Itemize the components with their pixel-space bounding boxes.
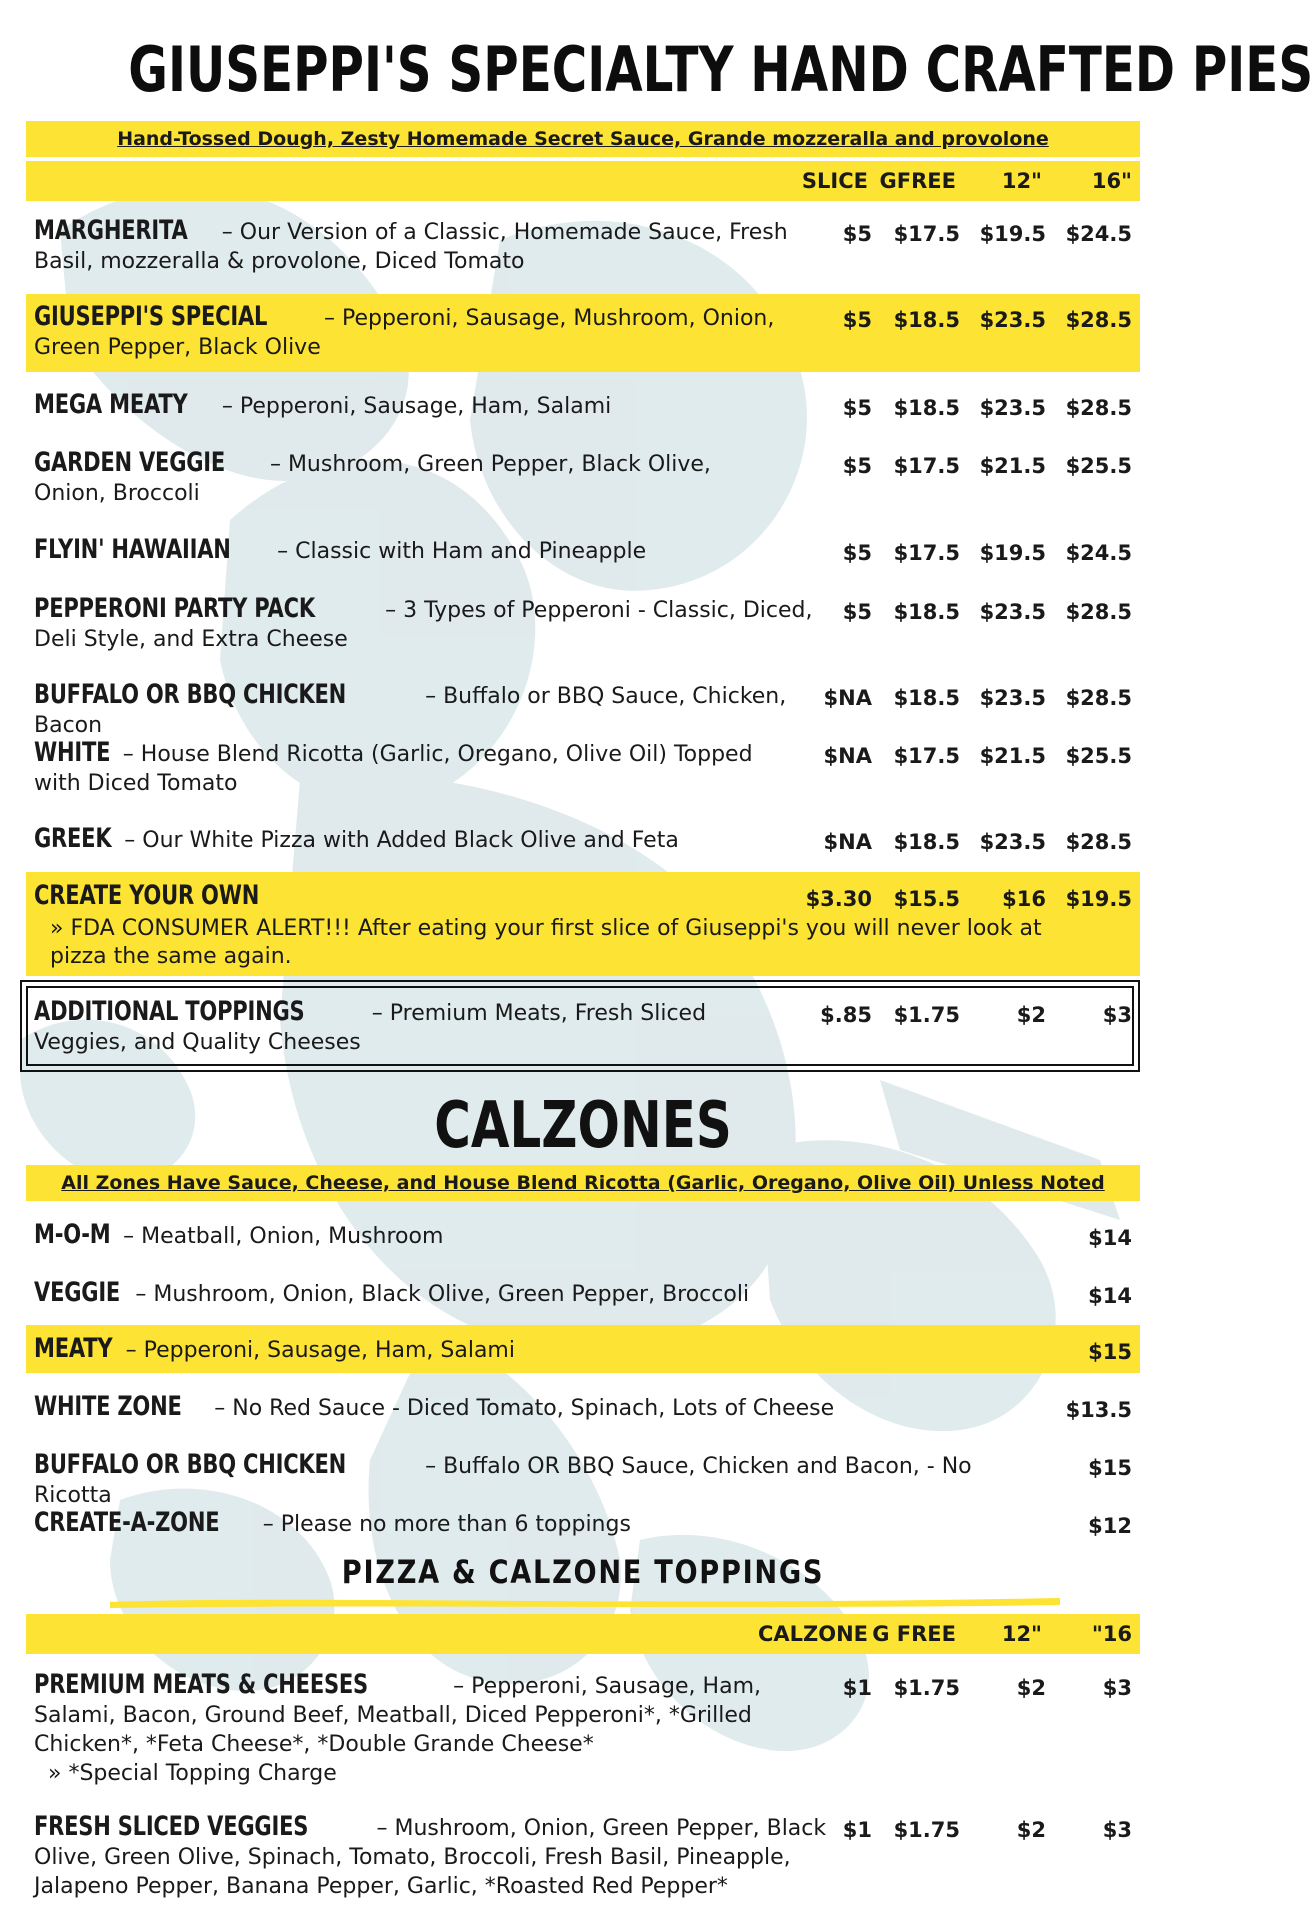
item-desc: – Our White Pizza with Added Black Olive and Feta — [117, 828, 679, 853]
price-16: $3 — [1102, 1676, 1132, 1700]
menu-item-flyin-hawaiian — [26, 535, 1140, 575]
calzones-title: CALZONES — [434, 1089, 732, 1163]
item-name: PEPPERONI PARTY PACK — [34, 593, 315, 624]
header-calzone: CALZONE — [757, 1622, 868, 1646]
price-16: $3 — [1102, 1003, 1132, 1027]
toppings-title: PIZZA & CALZONE TOPPINGS — [341, 1553, 825, 1591]
item-name: GREEK — [34, 823, 112, 854]
pies-title: GIUSEPPI'S SPECIALTY HAND CRAFTED PIES — [128, 33, 1313, 106]
price-16: $28.5 — [1065, 830, 1132, 854]
calzone-item-create-a-zone — [26, 1508, 1140, 1548]
item-name: FRESH SLICED VEGGIES — [34, 1811, 309, 1842]
price-gfree: $18.5 — [893, 686, 960, 710]
item-desc: – Mushroom, Onion, Black Olive, Green Pepper, Broccoli — [128, 1282, 750, 1307]
menu-item-margherita — [26, 216, 1140, 280]
price-gfree: $18.5 — [893, 308, 960, 332]
price-slice: $NA — [823, 686, 872, 710]
header-g-free: G FREE — [872, 1622, 956, 1646]
yellow-brush-underline — [110, 1593, 1060, 1611]
item-name: BUFFALO OR BBQ CHICKEN — [34, 679, 347, 710]
topping-item-fresh-sliced-veggies — [26, 1812, 1140, 1912]
calzone-price: $15 — [1088, 1340, 1132, 1364]
menu-item-create-your-own — [26, 881, 1140, 971]
item-desc: – Buffalo OR BBQ Sauce, Chicken and Bacon, - No Ricotta — [34, 1454, 972, 1508]
price-gfree: $18.5 — [893, 396, 960, 420]
price-slice: $5 — [842, 396, 872, 420]
price-12: $19.5 — [979, 541, 1046, 565]
price-16: $28.5 — [1065, 686, 1132, 710]
price-gfree: $17.5 — [893, 454, 960, 478]
price-16: $3 — [1102, 1818, 1132, 1842]
price-slice: $5 — [842, 541, 872, 565]
price-slice: $5 — [842, 308, 872, 332]
price-gfree: $1.75 — [893, 1818, 960, 1842]
item-name: BUFFALO OR BBQ CHICKEN — [34, 1449, 347, 1480]
menu-item-mega-meaty — [26, 390, 1140, 430]
menu-item-pepperoni-party-pack — [26, 594, 1140, 658]
item-desc: – Pepperoni, Sausage, Ham, Salami — [214, 394, 612, 419]
item-name: M-O-M — [34, 1219, 111, 1250]
header-gfree: GFREE — [879, 169, 956, 193]
price-gfree: $17.5 — [893, 222, 960, 246]
calzone-price: $14 — [1088, 1226, 1132, 1250]
item-desc: – Pepperoni, Sausage, Mushroom, Onion, Green Pepper, Black Olive — [34, 306, 775, 360]
item-name: WHITE — [34, 737, 111, 768]
price-slice: $.85 — [820, 1003, 872, 1027]
price-16: $28.5 — [1065, 308, 1132, 332]
calzone-price: $12 — [1088, 1514, 1132, 1538]
price-16: $24.5 — [1065, 541, 1132, 565]
header-16: 16" — [1091, 169, 1132, 193]
item-name: VEGGIE — [34, 1277, 121, 1308]
item-name: MEGA MEATY — [34, 389, 188, 420]
pies-note: Hand-Tossed Dough, Zesty Homemade Secret Sauce, Grande mozzeralla and provolone — [117, 128, 1049, 150]
item-name: MARGHERITA — [34, 215, 188, 246]
item-desc: – House Blend Ricotta (Garlic, Oregano, Olive Oil) Topped with Diced Tomato — [34, 742, 753, 796]
item-desc: – Pepperoni, Sausage, Ham, Salami, Bacon, Ground Beef, Meatball, Diced Pepperoni*, *Grilled Chicken*, *Feta Cheese*, *Double Grande Cheese* — [34, 1674, 761, 1757]
price-12: $23.5 — [979, 686, 1046, 710]
price-gfree: $1.75 — [893, 1676, 960, 1700]
item-name: MEATY — [34, 1333, 113, 1364]
price-12: $23.5 — [979, 308, 1046, 332]
item-desc: – Premium Meats, Fresh Sliced Veggies, and Quality Cheeses — [34, 1001, 707, 1055]
header-12: 12" — [1001, 169, 1042, 193]
item-name: GARDEN VEGGIE — [34, 447, 226, 478]
calzone-item-meaty — [26, 1334, 1140, 1374]
header-12: 12" — [1001, 1622, 1042, 1646]
price-12: $23.5 — [979, 830, 1046, 854]
price-12: $16 — [1002, 887, 1046, 911]
item-name: CREATE YOUR OWN — [34, 880, 260, 911]
price-12: $21.5 — [979, 744, 1046, 768]
price-12: $2 — [1016, 1818, 1046, 1842]
price-16: $25.5 — [1065, 744, 1132, 768]
price-gfree: $15.5 — [893, 887, 960, 911]
price-slice: $3.30 — [805, 887, 872, 911]
item-desc: – Mushroom, Green Pepper, Black Olive, Onion, Broccoli — [34, 452, 711, 506]
price-12: $2 — [1016, 1676, 1046, 1700]
price-16: $24.5 — [1065, 222, 1132, 246]
item-name: CREATE-A-ZONE — [34, 1507, 220, 1538]
price-12: $23.5 — [979, 600, 1046, 624]
price-slice: $NA — [823, 744, 872, 768]
price-slice: $5 — [842, 454, 872, 478]
item-desc: – Our Version of a Classic, Homemade Sauce, Fresh Basil, mozzeralla & provolone, Diced Tomato — [34, 220, 788, 274]
item-desc: – No Red Sauce - Diced Tomato, Spinach, Lots of Cheese — [207, 1396, 835, 1421]
calzone-price: $13.5 — [1065, 1398, 1132, 1422]
price-12: $19.5 — [979, 222, 1046, 246]
price-16: $19.5 — [1065, 887, 1132, 911]
header-16: "16 — [1091, 1622, 1132, 1646]
item-name: GIUSEPPI'S SPECIAL — [34, 301, 268, 332]
item-desc: – Buffalo or BBQ Sauce, Chicken, Bacon — [34, 684, 787, 738]
calzone-item-mom — [26, 1220, 1140, 1260]
menu-item-additional-toppings — [26, 997, 1140, 1061]
price-gfree: $17.5 — [893, 541, 960, 565]
price-slice: $NA — [823, 830, 872, 854]
menu-item-buffalo-bbq-chicken — [26, 679, 1140, 738]
item-desc: – Mushroom, Onion, Green Pepper, Black Olive, Green Olive, Spinach, Tomato, Broccoli, Fresh Basil, Pineapple, Jalapeno Pepper, Banana Pepper, Garlic, *Roasted Red Pepper* — [34, 1816, 827, 1899]
menu-item-garden-veggie — [26, 448, 1140, 512]
special-topping-note: » *Special Topping Charge — [48, 1761, 337, 1786]
calzones-note: All Zones Have Sauce, Cheese, and House Blend Ricotta (Garlic, Oregano, Olive Oil) Unless Noted — [61, 1172, 1105, 1194]
item-desc: – 3 Types of Pepperoni - Classic, Diced, Deli Style, and Extra Cheese — [34, 598, 813, 652]
price-calzone: $1 — [842, 1818, 872, 1842]
price-12: $2 — [1016, 1003, 1046, 1027]
price-16: $25.5 — [1065, 454, 1132, 478]
price-gfree: $1.75 — [893, 1003, 960, 1027]
menu-item-greek — [26, 824, 1140, 864]
item-desc: – Classic with Ham and Pineapple — [270, 539, 647, 564]
calzone-item-white-zone — [26, 1392, 1140, 1432]
item-desc: – Please no more than 6 toppings — [255, 1512, 631, 1537]
price-16: $28.5 — [1065, 396, 1132, 420]
item-name: FLYIN' HAWAIIAN — [34, 534, 231, 565]
price-slice: $5 — [842, 600, 872, 624]
item-desc: – Pepperoni, Sausage, Ham, Salami — [118, 1338, 515, 1363]
item-name: PREMIUM MEATS & CHEESES — [34, 1669, 368, 1700]
calzone-item-veggie — [26, 1278, 1140, 1318]
menu-item-giuseppis-special — [26, 302, 1140, 366]
menu-item-white — [26, 738, 1140, 802]
header-slice: SLICE — [801, 169, 868, 193]
price-16: $28.5 — [1065, 600, 1132, 624]
calzone-item-buffalo-bbq-chicken — [26, 1449, 1140, 1508]
calzone-price: $15 — [1088, 1456, 1132, 1480]
price-gfree: $17.5 — [893, 744, 960, 768]
item-name: WHITE ZONE — [34, 1391, 182, 1422]
item-name: ADDITIONAL TOPPINGS — [34, 996, 305, 1027]
topping-item-premium-meats-cheeses — [26, 1670, 1140, 1790]
calzone-price: $14 — [1088, 1284, 1132, 1308]
price-gfree: $18.5 — [893, 600, 960, 624]
price-12: $21.5 — [979, 454, 1046, 478]
price-gfree: $18.5 — [893, 830, 960, 854]
fda-consumer-alert: » FDA CONSUMER ALERT!!! After eating your first slice of Giuseppi's you will never look at pizza the same again. — [50, 916, 1042, 969]
price-calzone: $1 — [842, 1676, 872, 1700]
price-12: $23.5 — [979, 396, 1046, 420]
price-slice: $5 — [842, 222, 872, 246]
item-desc: – Meatball, Onion, Mushroom — [116, 1224, 444, 1249]
